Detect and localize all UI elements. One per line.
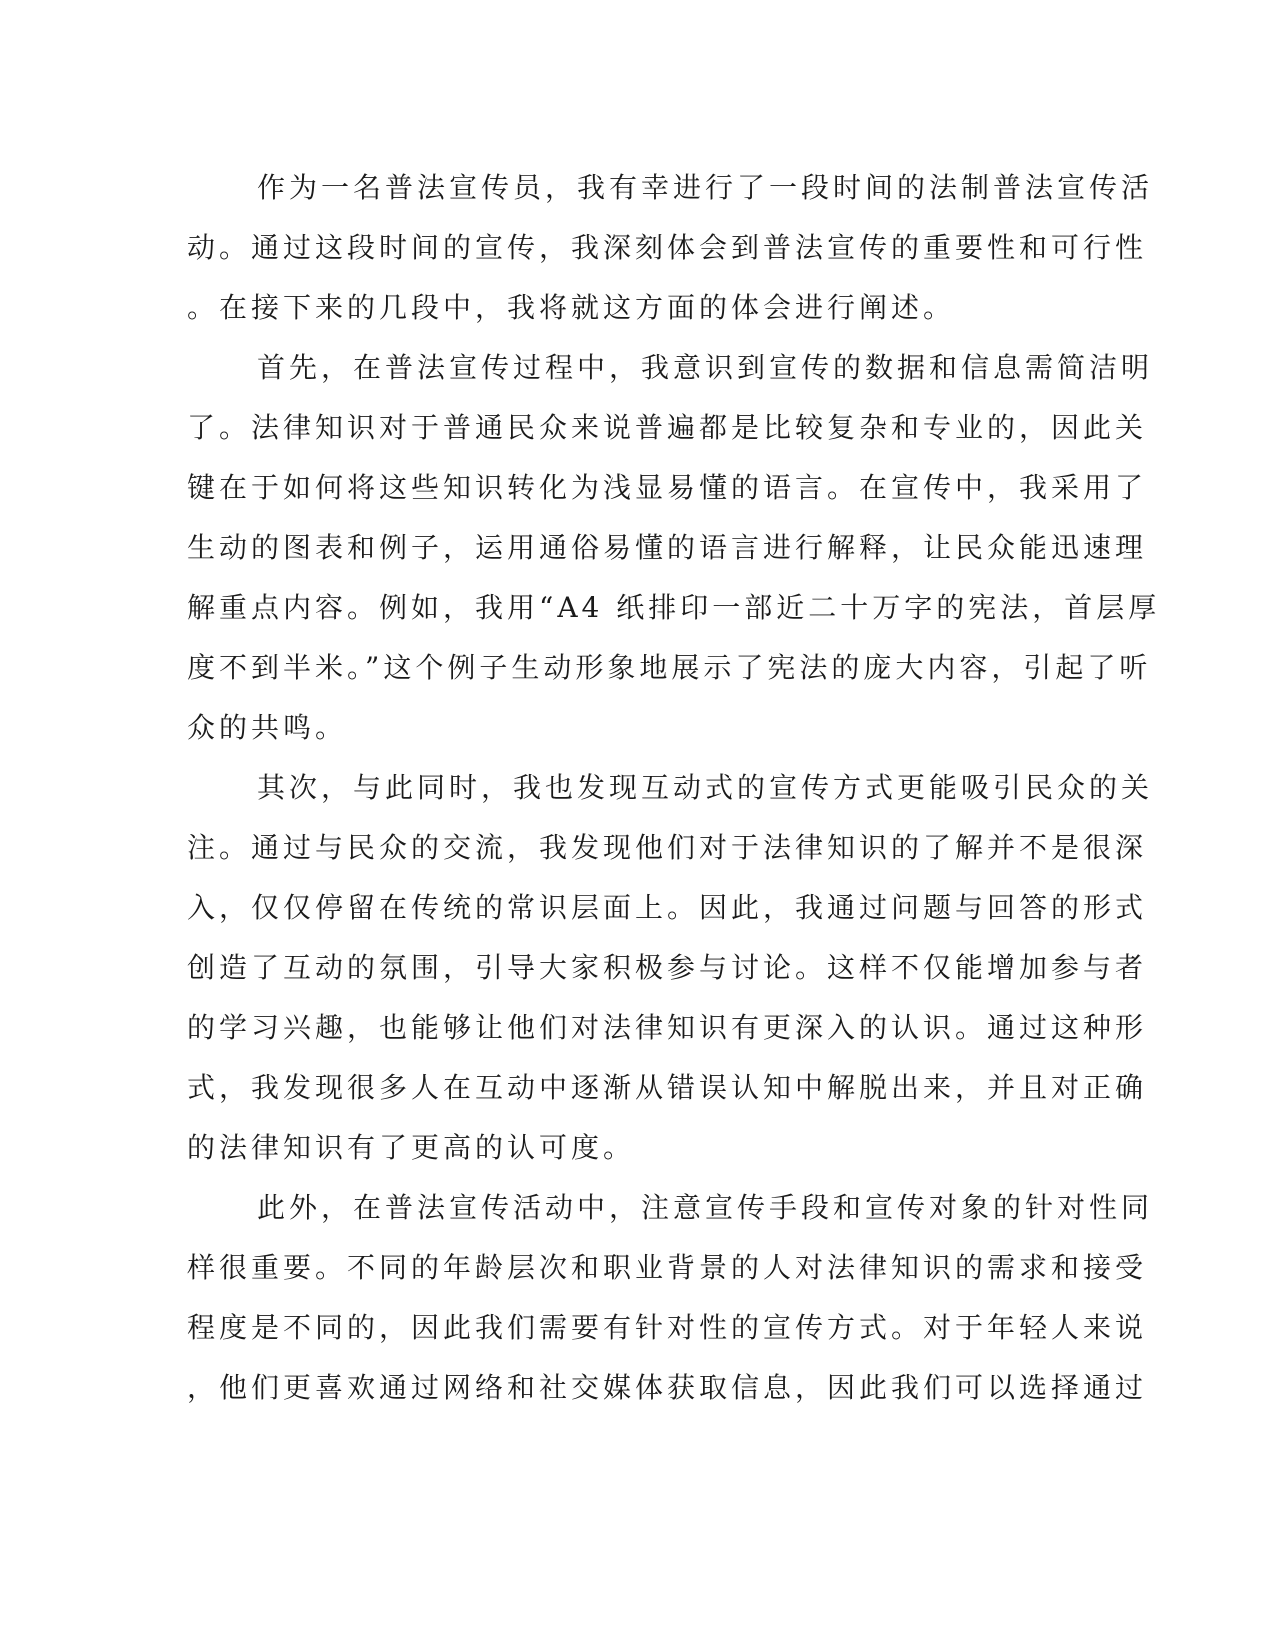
line-text: 作为一名普法宣传员，我有幸进行了一段时间的法制普法宣传活 (257, 171, 1154, 204)
paragraph-1 (187, 158, 1154, 338)
line-text: 的学习兴趣，也能够让他们对法律知识有更深入的认识。通过这种形 (187, 1011, 1148, 1044)
paragraph-line (187, 518, 1148, 578)
paragraph-line (187, 998, 1148, 1058)
line-text: 生动的图表和例子，运用通俗易懂的语言进行解释，让民众能迅速理 (187, 531, 1148, 564)
line-text: 式，我发现很多人在互动中逐渐从错误认知中解脱出来，并且对正确 (187, 1071, 1148, 1104)
line-text: 程度是不同的，因此我们需要有针对性的宣传方式。对于年轻人来说 (187, 1311, 1148, 1344)
paragraph-2 (187, 338, 1161, 758)
paragraph-line (187, 398, 1148, 458)
line-text: 动。通过这段时间的宣传，我深刻体会到普法宣传的重要性和可行性 (187, 231, 1148, 264)
paragraph-line (187, 218, 1148, 278)
line-text: 度不到半米。”这个例子生动形象地展示了宪法的庞大内容，引起了听 (187, 651, 1152, 684)
paragraph-line (187, 818, 1148, 878)
line-text: 注。通过与民众的交流，我发现他们对于法律知识的了解并不是很深 (187, 831, 1148, 864)
paragraph-line (187, 1298, 1148, 1358)
line-text: ，他们更喜欢通过网络和社交媒体获取信息，因此我们可以选择通过 (187, 1371, 1148, 1404)
paragraph-line (187, 938, 1148, 998)
line-text: 。在接下来的几段中，我将就这方面的体会进行阐述。 (187, 291, 956, 324)
line-text: 解重点内容。例如，我用“A4 纸排印一部近二十万字的宪法，首层厚 (187, 591, 1161, 624)
paragraph-line (187, 878, 1148, 938)
paragraph-line (187, 638, 1152, 698)
paragraph-4 (187, 1178, 1154, 1418)
line-text: 的法律知识有了更高的认可度。 (187, 1131, 636, 1164)
paragraph-line (187, 458, 1148, 518)
line-text: 了。法律知识对于普通民众来说普遍都是比较复杂和专业的，因此关 (187, 411, 1148, 444)
paragraph-line (187, 758, 1154, 818)
line-text: 众的共鸣。 (187, 711, 348, 744)
paragraph-line (187, 1178, 1154, 1238)
line-text: 创造了互动的氛围，引导大家积极参与讨论。这样不仅能增加参与者 (187, 951, 1148, 984)
paragraph-line (187, 1238, 1148, 1298)
line-text: 此外，在普法宣传活动中，注意宣传手段和宣传对象的针对性同 (257, 1191, 1154, 1224)
paragraph-3 (187, 758, 1154, 1178)
line-text: 其次，与此同时，我也发现互动式的宣传方式更能吸引民众的关 (257, 771, 1154, 804)
document-body (187, 158, 1161, 1418)
paragraph-line (187, 698, 1067, 758)
line-text: 键在于如何将这些知识转化为浅显易懂的语言。在宣传中，我采用了 (187, 471, 1148, 504)
paragraph-line (187, 158, 1154, 218)
paragraph-line (187, 1358, 1148, 1418)
paragraph-line (187, 1118, 1067, 1178)
line-text: 首先，在普法宣传过程中，我意识到宣传的数据和信息需简洁明 (257, 351, 1154, 384)
paragraph-line (187, 578, 1161, 638)
line-text: 入，仅仅停留在传统的常识层面上。因此，我通过问题与回答的形式 (187, 891, 1148, 924)
paragraph-line (187, 338, 1154, 398)
line-text: 样很重要。不同的年龄层次和职业背景的人对法律知识的需求和接受 (187, 1251, 1148, 1284)
paragraph-line (187, 1058, 1148, 1118)
paragraph-line (187, 278, 1067, 338)
